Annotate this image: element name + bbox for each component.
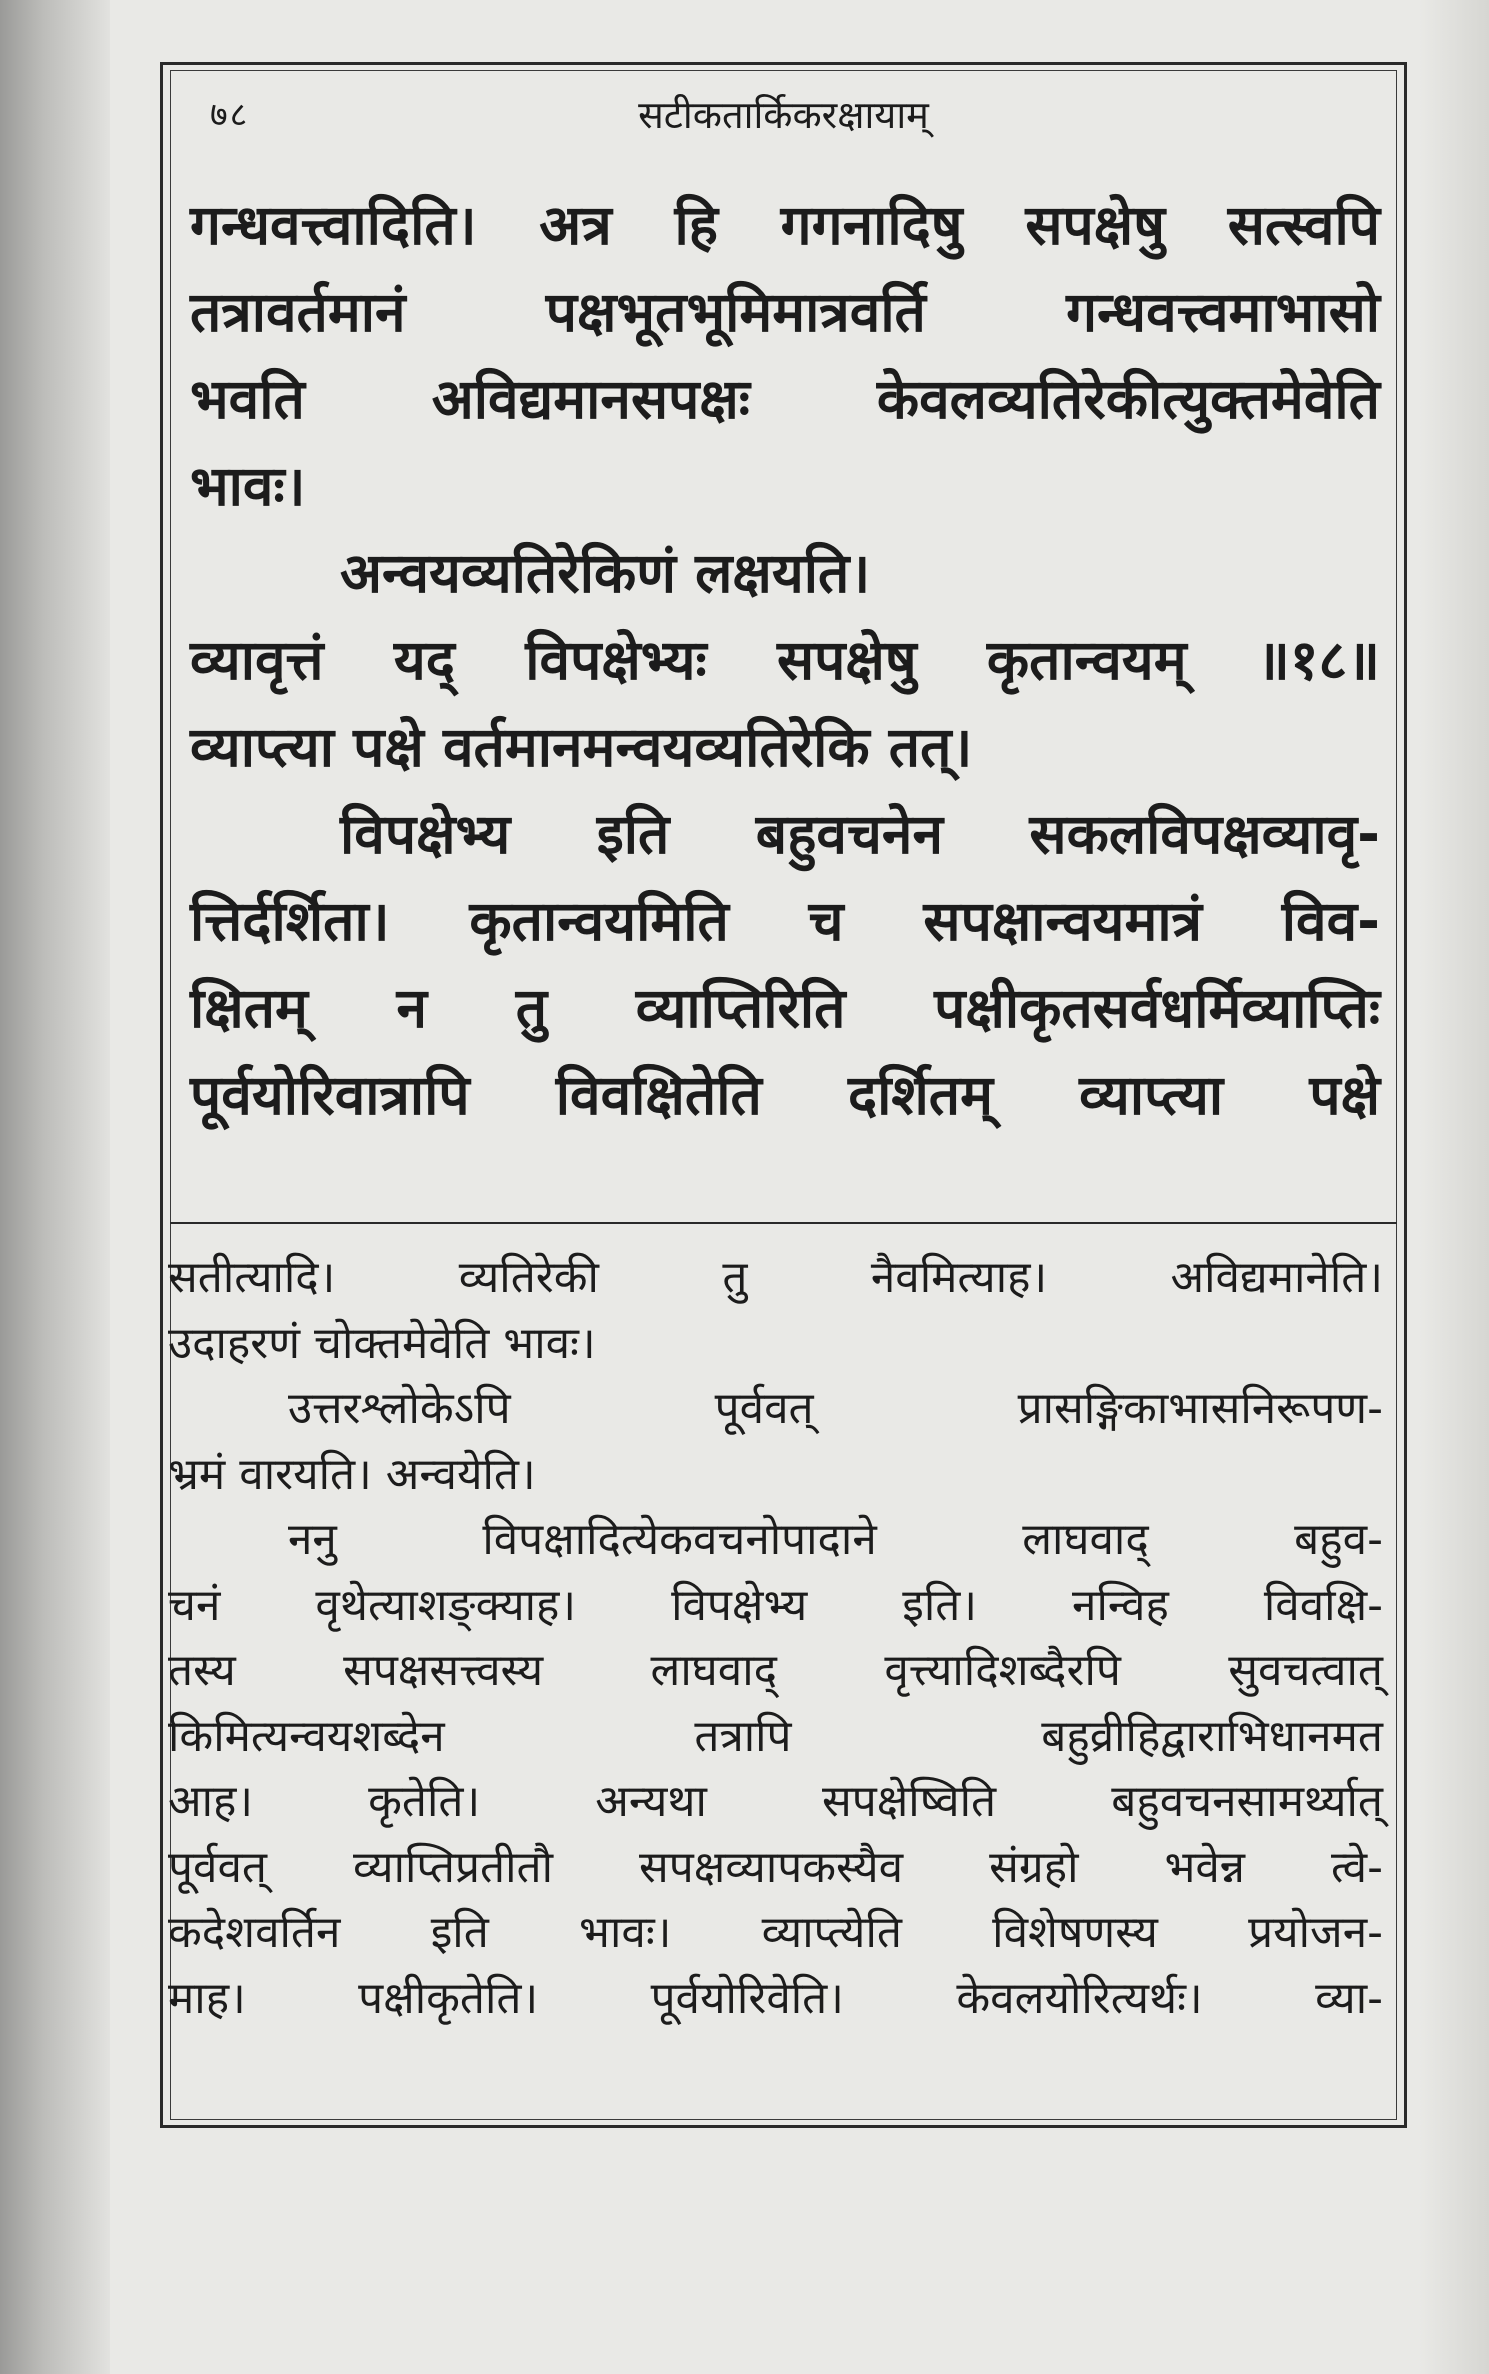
- commentary-line: भ्रमं वारयति। अन्वयेति।: [168, 1448, 536, 1500]
- footnote-divider: [170, 1222, 1397, 1224]
- main-line: भवति अविद्यमानसपक्षः केवलव्यतिरेकीत्युक्तमेवेति: [190, 367, 1380, 431]
- book-gutter-shadow: [0, 0, 110, 2374]
- main-line: त्तिर्दर्शिता। कृतान्वयमिति च सपक्षान्वयमात्रं विव-: [190, 889, 1380, 953]
- main-line: गन्धवत्त्वादिति। अत्र हि गगनादिषु सपक्षेषु सत्स्वपि: [190, 193, 1380, 257]
- verse-line: व्यावृत्तं यद् विपक्षेभ्यः सपक्षेषु कृतान्वयम् ॥१८॥: [190, 628, 1380, 692]
- commentary-line: पूर्ववत् व्याप्तिप्रतीतौ सपक्षव्यापकस्यैव संग्रहो भवेन्न त्वे-: [168, 1841, 1383, 1893]
- commentary-line: ननु विपक्षादित्येकवचनोपादाने लाघवाद् बहुव-: [288, 1514, 1383, 1565]
- running-title: सटीकतार्किकरक्षायाम्: [638, 93, 929, 137]
- commentary-line: किमित्यन्वयशब्देन तत्रापि बहुव्रीहिद्वाराभिधानमत: [168, 1710, 1383, 1762]
- page-header: [170, 78, 1397, 148]
- main-line: पूर्वयोरिवात्रापि विवक्षितेति दर्शितम् व्याप्त्या पक्षे: [190, 1063, 1380, 1127]
- commentary-line: उदाहरणं चोक्तमेवेति भावः।: [168, 1317, 596, 1369]
- commentary-line: माह। पक्षीकृतेति। पूर्वयोरिवेति। केवलयोरित्यर्थः। व्या-: [168, 1972, 1383, 2024]
- main-line: क्षितम् न तु व्याप्तिरिति पक्षीकृतसर्वधर्मिव्याप्तिः: [190, 976, 1380, 1040]
- commentary-line: आह। कृतेति। अन्यथा सपक्षेष्विति बहुवचनसामर्थ्यात्: [168, 1776, 1383, 1827]
- page-number: ७८: [210, 95, 250, 135]
- commentary-line: सतीत्यादि। व्यतिरेकी तु नैवमित्याह। अविद्यमानेति।: [168, 1252, 1383, 1303]
- page-right-edge: [1419, 0, 1489, 2374]
- commentary-line: उत्तरश्लोकेऽपि पूर्ववत् प्रासङ्गिकाभासनिरूपण-: [288, 1383, 1383, 1434]
- main-text-block: [190, 182, 1380, 1139]
- commentary-line: कदेशवर्तिन इति भावः। व्याप्त्येति विशेषणस्य प्रयोजन-: [168, 1907, 1383, 1958]
- verse-line: व्याप्त्या पक्षे वर्तमानमन्वयव्यतिरेकि तत्।: [190, 715, 973, 779]
- verse-intro-line: अन्वयव्यतिरेकिणं लक्षयति।: [340, 541, 871, 605]
- commentary-line: तस्य सपक्षसत्त्वस्य लाघवाद् वृत्त्यादिशब्दैरपि सुवचत्वात्: [168, 1645, 1383, 1696]
- commentary-line: चनं वृथेत्याशङ्क्याह। विपक्षेभ्य इति। नन्विह विवक्षि-: [168, 1579, 1383, 1631]
- commentary-block: [168, 1245, 1383, 2031]
- main-line: विपक्षेभ्य इति बहुवचनेन सकलविपक्षव्यावृ-: [340, 802, 1380, 866]
- main-line: भावः।: [190, 454, 306, 518]
- main-line: तत्रावर्तमानं पक्षभूतभूमिमात्रवर्ति गन्धवत्त्वमाभासो: [190, 280, 1380, 344]
